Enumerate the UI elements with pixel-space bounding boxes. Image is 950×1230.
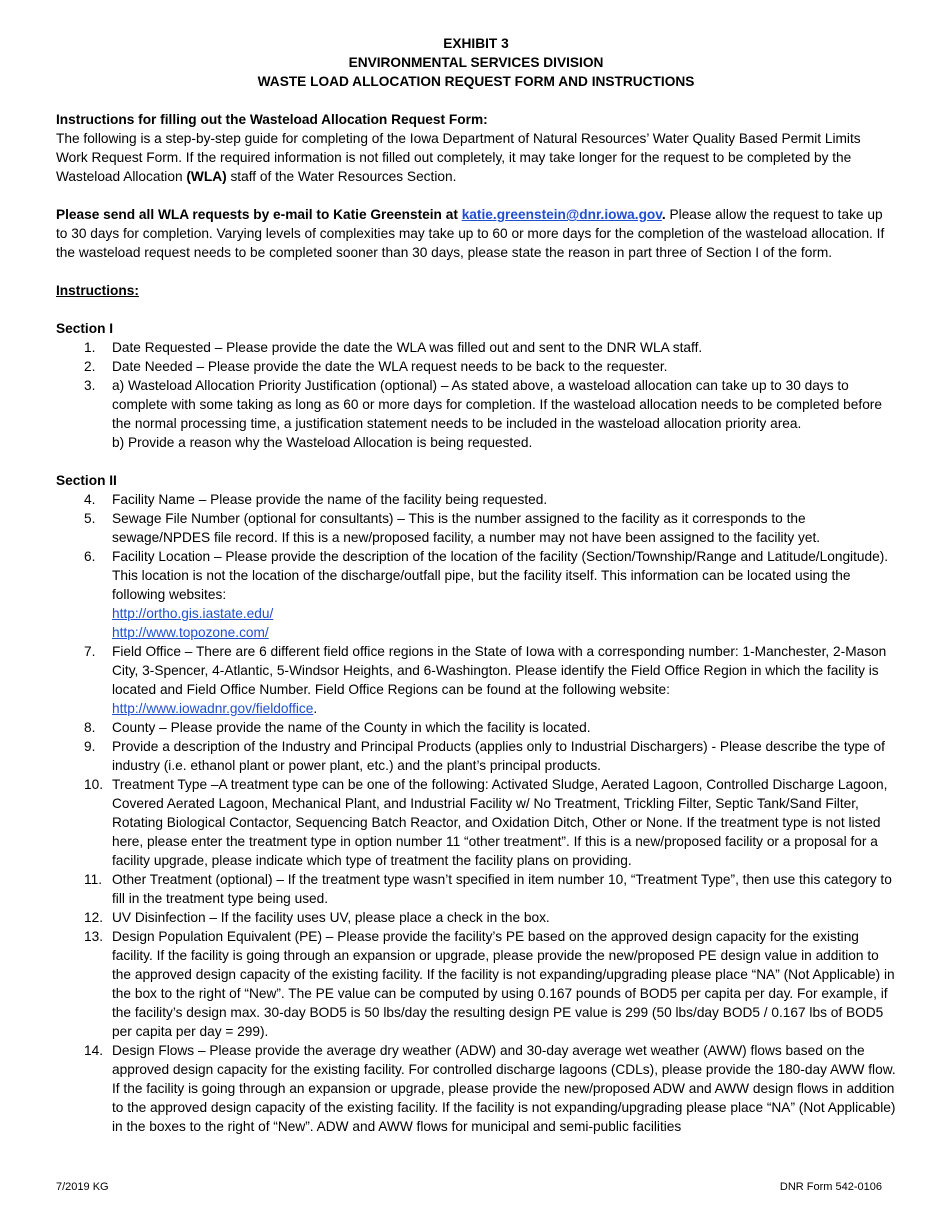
section-2-list <box>56 490 896 1136</box>
field-office-link[interactable]: http://www.iowadnr.gov/fieldoffice <box>112 701 314 716</box>
list-item <box>56 338 896 357</box>
item-text: Sewage File Number (optional for consultants) – This is the number assigned to the facility as it corresponds to the sewage/NPDES file record. If this is a new/proposed facility, a number may not have been assigned to the facility yet. <box>112 511 821 545</box>
item-text: Field Office – There are 6 different field office regions in the State of Iowa with a corresponding number: 1-Manchester, 2-Mason City, 3-Spencer, 4-Atlantic, 5-Windsor Heights, and 6-Washington. Please identify the Field Office Region in which the facility is located and Field Office Number. Field Office Regions can be found at the following website: <box>112 644 887 697</box>
item-number: 3. <box>84 378 96 393</box>
item-text: Design Flows – Please provide the average dry weather (ADW) and 30-day average wet weather (AWW) flows based on the approved design capacity for the existing facility. For controlled discharge lagoons (CDLs), please provide the 180-day AWW flow. If the facility is going through an expansion or upgrade, please provide the new/proposed ADW and AWW design flows in addition to the approved design capacity of the existing facility. If the facility is not expanding/upgrading please place “NA” (Not Applicable) in the boxes to the right of “New”. ADW and AWW flows for municipal and semi-public facilities <box>112 1043 896 1134</box>
item-number: 8. <box>84 720 96 735</box>
send-instruction: Please send all WLA requests by e-mail to Katie Greenstein at <box>56 207 462 222</box>
item-text: Design Population Equivalent (PE) – Please provide the facility’s PE based on the approved design capacity for the existing facility. If the facility is going through an expansion or upgrade, please provide the new/proposed PE design value in addition to the approved design capacity of the existing facility. If the facility is not expanding/upgrading please place “NA” (Not Applicable) in the box to the right of “New”. The PE value can be computed by using 0.167 pounds of BOD5 per capita per day. For example, if the facility’s design max. 30-day BOD5 is 50 lbs/day the resulting design PE value is 299 (50 lbs/day BOD5 / 0.167 lbs of BOD5 per capita per day = 299). <box>112 929 895 1039</box>
exhibit-title: EXHIBIT 3 <box>443 36 509 51</box>
item-number: 10. <box>84 777 104 792</box>
document-page <box>56 34 896 1136</box>
section-1-list <box>56 338 896 452</box>
intro-text: The following is a step-by-step guide for completing of the Iowa Department of Natural Resources’ Water Quality Based Permit Limits Work Request Form. If the required information is not filled out completely, it may take longer for the request to be completed by the Wasteload Allocation <box>56 131 861 184</box>
instructions-heading: Instructions: <box>56 283 139 298</box>
topozone-link[interactable]: http://www.topozone.com/ <box>112 625 269 640</box>
email-link[interactable]: katie.greenstein@dnr.iowa.gov <box>461 207 662 222</box>
item-text: UV Disinfection – If the facility uses UV, please place a check in the box. <box>112 910 550 925</box>
item-text: Facility Name – Please provide the name of the facility being requested. <box>112 492 548 507</box>
item-text: Date Needed – Please provide the date the WLA request needs to be back to the requester. <box>112 359 668 374</box>
item-text: County – Please provide the name of the County in which the facility is located. <box>112 720 591 735</box>
ortho-gis-link[interactable]: http://ortho.gis.iastate.edu/ <box>112 606 274 621</box>
item-number: 7. <box>84 644 96 659</box>
list-item <box>56 642 896 718</box>
item-number: 11. <box>84 872 103 887</box>
list-item <box>56 1041 896 1136</box>
list-item <box>56 737 896 775</box>
footer-date: 7/2019 KG <box>56 1181 109 1193</box>
item-text: a) Wasteload Allocation Priority Justification (optional) – As stated above, a wasteload allocation can take up to 30 days to complete with some taking as long as 60 or more days for completion. If the wasteload allocation needs to be completed before the normal processing time, a justification statement needs to be included in the wasteload allocation priority area. <box>112 378 882 431</box>
list-item <box>56 870 896 908</box>
list-item <box>56 490 896 509</box>
item-number: 1. <box>84 340 96 355</box>
list-item <box>56 775 896 870</box>
item-text: Date Requested – Please provide the date the WLA was filled out and sent to the DNR WLA staff. <box>112 340 703 355</box>
item-number: 12. <box>84 910 104 925</box>
form-title: WASTE LOAD ALLOCATION REQUEST FORM AND INSTRUCTIONS <box>257 74 695 89</box>
item-number: 5. <box>84 511 96 526</box>
list-item <box>56 376 896 452</box>
item-number: 4. <box>84 492 96 507</box>
item-number: 14. <box>84 1043 104 1058</box>
footer-form-number: DNR Form 542-0106 <box>779 1181 882 1193</box>
list-item <box>56 547 896 642</box>
item-number: 2. <box>84 359 96 374</box>
item-period: . <box>313 701 318 716</box>
section-2-heading: Section II <box>56 473 117 488</box>
division-title: ENVIRONMENTAL SERVICES DIVISION <box>348 55 604 70</box>
item-number: 9. <box>84 739 96 754</box>
intro-text-end: staff of the Water Resources Section. <box>226 169 457 184</box>
section-1-heading: Section I <box>56 321 114 336</box>
list-item <box>56 357 896 376</box>
intro-paragraph <box>56 129 896 186</box>
document-header <box>56 34 896 91</box>
intro-heading: Instructions for filling out the Wasteload Allocation Request Form: <box>56 112 488 127</box>
item-text: Other Treatment (optional) – If the treatment type wasn’t specified in item number 10, “Treatment Type”, then use this category to fill in the treatment type being used. <box>112 872 892 906</box>
list-item <box>56 509 896 547</box>
item-text: Facility Location – Please provide the description of the location of the facility (Section/Township/Range and Latitude/Longitude). This location is not the location of the discharge/outfall pipe, but the facility itself. This information can be located using the following websites: <box>112 549 889 602</box>
item-text: Provide a description of the Industry and Principal Products (applies only to Industrial Dischargers) - Please describe the type of industry (i.e. ethanol plant or power plant, etc.) and the plant’s principal products. <box>112 739 885 773</box>
list-item <box>56 927 896 1041</box>
item-text: Treatment Type –A treatment type can be one of the following: Activated Sludge, Aerated Lagoon, Controlled Discharge Lagoon, Covered Aerated Lagoon, Mechanical Plant, and Industrial Facility w/ No Treatment, Trickling Filter, Septic Tank/Sand Filter, Rotating Biological Contactor, Sequencing Batch Reactor, and Oxidation Ditch, Other or None. If the treatment type is not listed here, please enter the treatment type in option number 11 “other treatment”. If this is a new/proposed facility or a proposal for a facility upgrade, please indicate which type of treatment the facility plans on providing. <box>112 777 888 868</box>
item-text-b: b) Provide a reason why the Wasteload Allocation is being requested. <box>112 435 533 450</box>
send-period: . <box>661 207 666 222</box>
item-number: 13. <box>84 929 104 944</box>
list-item <box>56 718 896 737</box>
wla-abbrev: (WLA) <box>186 169 227 184</box>
send-rest-text: Please allow the request to take up to 30 days for completion. Varying levels of complexities may take up to 60 or more days for the completion of the wasteload allocation. If the wasteload request needs to be completed sooner than 30 days, please state the reason in part three of Section I of the form. <box>56 207 885 260</box>
item-number: 6. <box>84 549 96 564</box>
send-paragraph <box>56 205 896 262</box>
list-item <box>56 908 896 927</box>
